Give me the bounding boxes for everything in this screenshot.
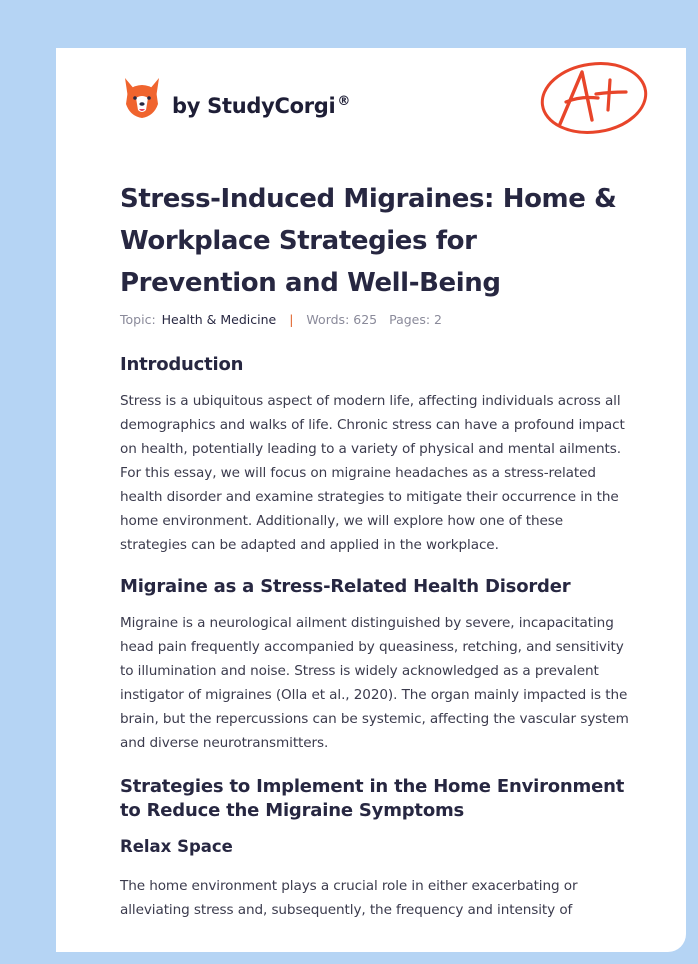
meta-separator: | [289,312,294,327]
section-strategies [120,775,632,922]
migraine-paragraph: Migraine is a neurological ailment distinguished by severe, incapacitating head pain frequently accompanied by queasiness, retching, and sensitivity to illumination and noise. Stress is widely acknowledged as a prevalent instigator of migraines (Olla et al., 2020). The organ mainly impacted is the brain, but the repercussions can be systemic, affecting the vascular system and diverse neurotransmitters. [120,615,629,751]
migraine-heading: Migraine as a Stress-Related Health Disorder [120,576,571,597]
introduction-paragraph: Stress is a ubiquitous aspect of modern life, affecting individuals across all demographics and walks of life. Chronic stress can have a profound impact on health, potentially leading to a variety of physical and mental ailments. For this essay, we will focus on migraine headaches as a stress-related health disorder and examine strategies to mitigate their occurrence in the home environment. Additionally, we will explore how one of these strategies can be adapted and applied in the workplace. [120,393,625,553]
strategies-heading: Strategies to Implement in the Home Environment to Reduce the Migraine Symptoms [120,776,625,821]
essay-meta [120,312,442,327]
topic-link[interactable]: Health & Medicine [161,312,277,327]
section-migraine [120,576,632,755]
essay-title: Stress-Induced Migraines: Home & Workplace Strategies for Prevention and Well-Being [120,184,617,298]
word-count: Words: 625 [306,312,378,327]
registered-mark: ® [337,94,351,109]
introduction-heading: Introduction [120,354,244,375]
essay-page [56,48,686,952]
section-introduction [120,354,632,557]
brand-name: by StudyCorgi ® [172,94,351,118]
studycorgi-logo[interactable] [122,76,350,120]
relax-space-heading: Relax Space [120,837,233,856]
page-count: Pages: 2 [389,312,443,327]
strategies-paragraph: The home environment plays a crucial role in either exacerbating or alleviating stress and, subsequently, the frequency and intensity of [120,878,578,918]
a-plus-grade-icon [538,58,650,140]
topic-label: Topic: [120,312,156,327]
corgi-logo-icon [122,76,162,120]
